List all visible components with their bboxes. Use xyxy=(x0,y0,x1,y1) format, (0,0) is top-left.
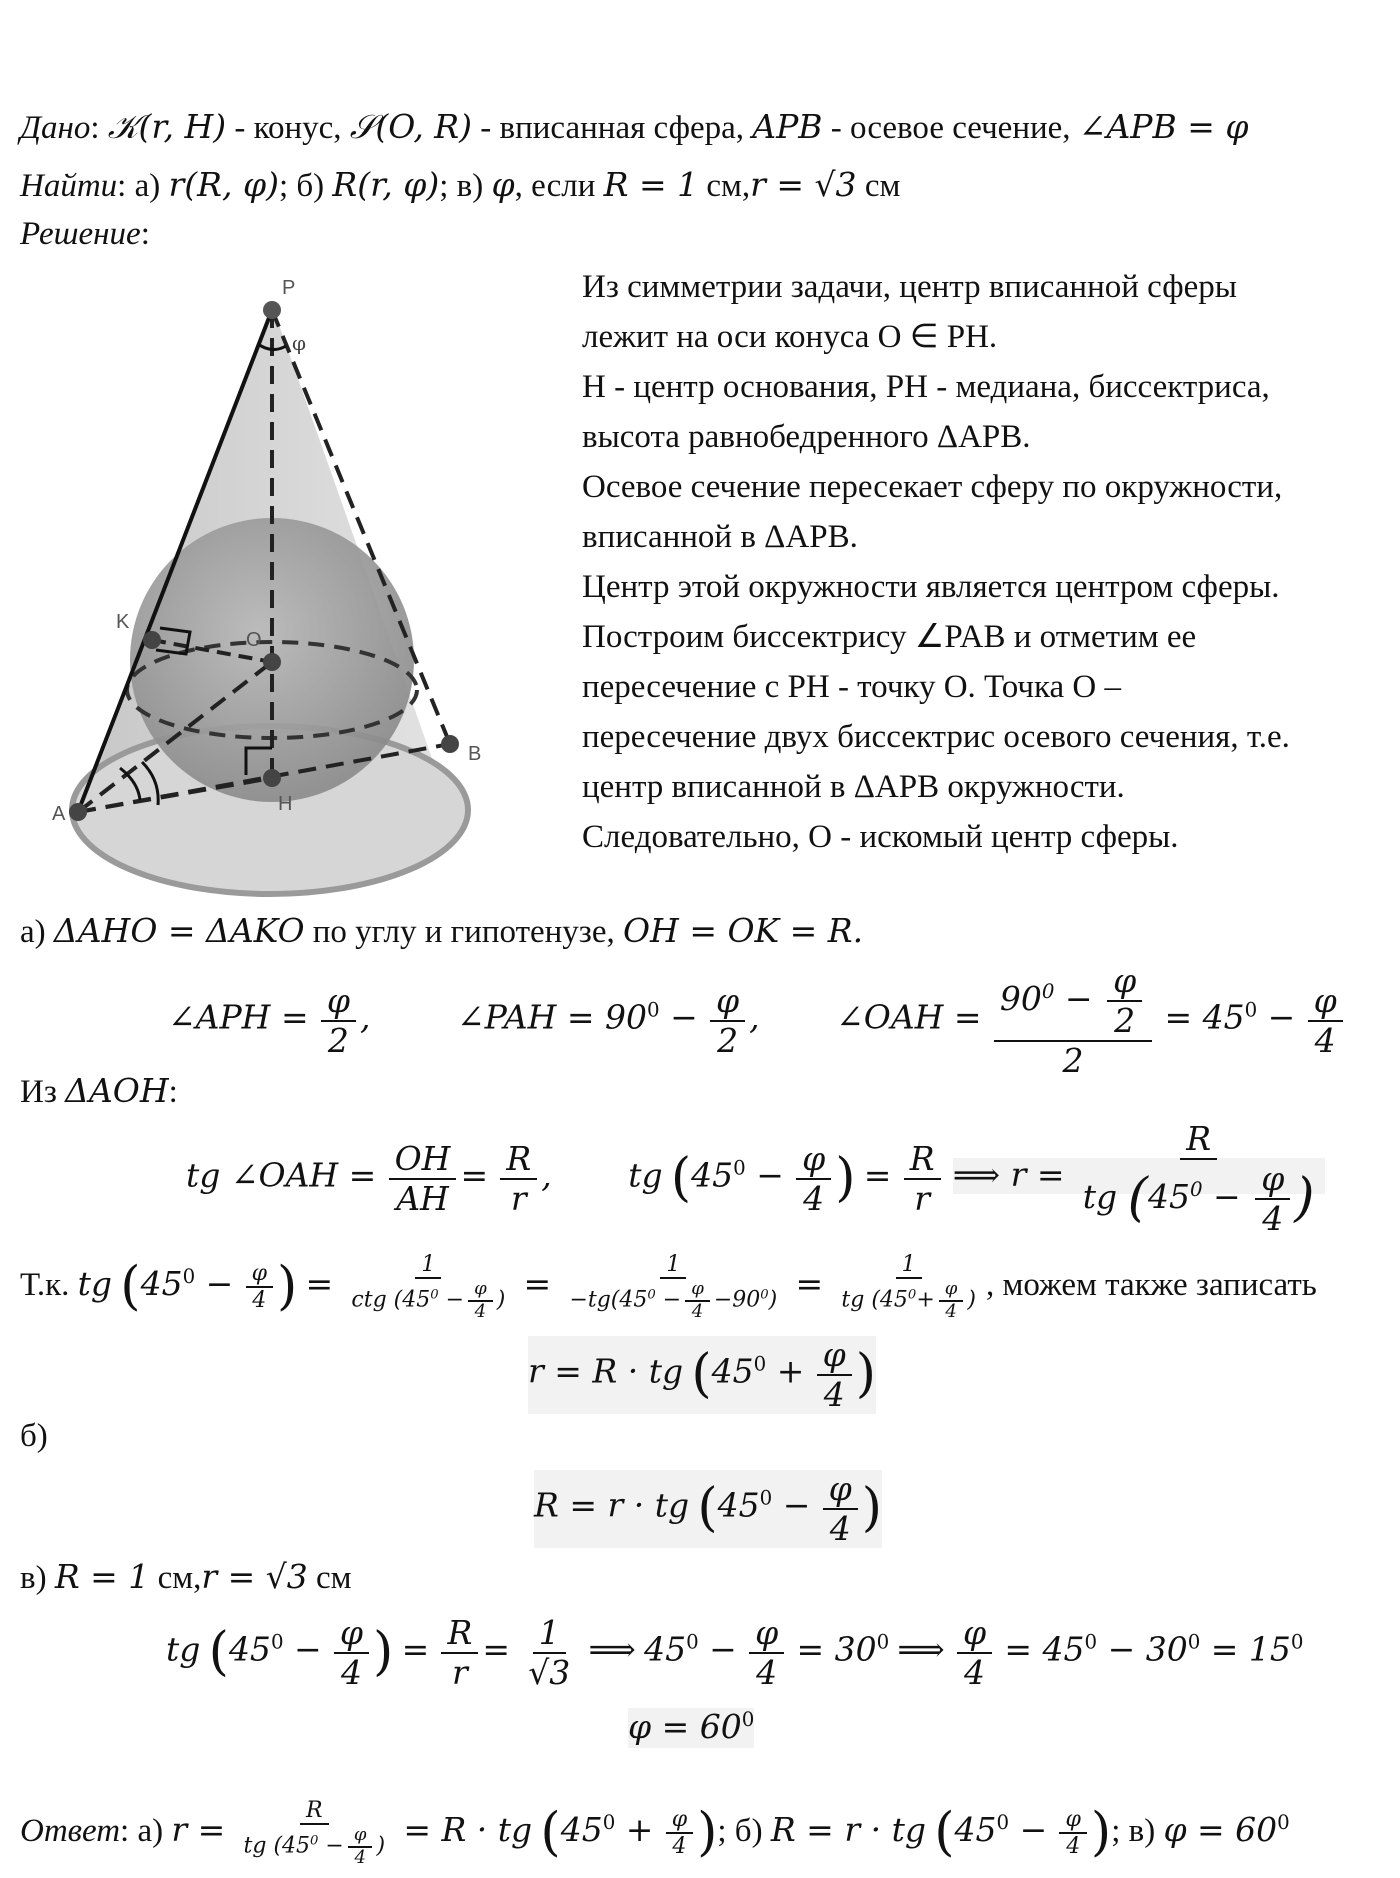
sphere-notation: 𝒮(O, R) xyxy=(349,107,473,146)
explanation-line: лежит на оси конуса O ∈ PH. xyxy=(582,319,998,355)
explanation-line: центр вписанной в ΔAPB окружности. xyxy=(582,769,1125,805)
solution-label: Решение xyxy=(20,216,141,252)
point-h xyxy=(263,769,281,787)
part-c-line: в) R = 1 см,r = √3 см xyxy=(20,1557,352,1596)
calc-line: tg ($45^0$ − $\frac{\varphi}{4}$ ) = $\frac{R}{r}$ = $\frac{1}{√3}$ ⟹ $45^0$ − $\frac{\varphi}{4}$ = $30^0$ ⟹ $\frac{\varphi}{4}$ = $45^0 - 30^0 = 15^0$ xyxy=(166,1613,1304,1692)
cone-notation: 𝒦(r, H) xyxy=(107,107,227,146)
angle-aph: ∠APH = xyxy=(168,997,309,1037)
label-a: A xyxy=(52,803,66,825)
explanation-paragraph xyxy=(582,262,1382,862)
find-a: а) xyxy=(134,168,161,204)
find-cm2: см xyxy=(856,168,901,204)
explanation-line: H - центр основания, PH - медиана, биссектриса, xyxy=(582,369,1270,405)
find-c-expr: φ xyxy=(491,165,515,204)
explanation-line: Осевое сечение пересекает сферу по окружности, xyxy=(582,469,1283,505)
result-b: R = r · tg ($45^0$ − $\frac{\varphi}{4}$ ) xyxy=(534,1469,883,1548)
part-a-text: по углу и гипотенузе, xyxy=(304,914,623,950)
phi-result: $\varphi = 60^0$ xyxy=(628,1707,755,1746)
label-h: H xyxy=(278,793,293,815)
point-o xyxy=(263,653,281,671)
find-if: , если xyxy=(514,168,604,204)
label-phi: φ xyxy=(292,331,307,355)
find-b-expr: R(r, φ) xyxy=(332,165,440,204)
angle-notation: ∠APB = φ xyxy=(1078,107,1249,146)
part-a-line xyxy=(20,912,863,952)
explanation-line: вписанной в ΔAPB. xyxy=(582,519,858,555)
explanation-line: Следовательно, O - искомый центр сферы. xyxy=(582,819,1179,855)
answer-line: Ответ: а) r = R tg ($45^0$ − $\frac{\varphi}{4}$ ) = R · tg ($45^0$ + $\frac{\varphi}{4}$ ); б) R = r · tg ($45^0$ − $\frac{\varphi}{4}$ ); в) $\varphi = 60^0$ xyxy=(20,1798,1290,1868)
part-b-label: б) xyxy=(20,1418,48,1454)
find-b: ; б) xyxy=(278,168,333,204)
find-line: Найти: а) r(R, φ); б) R(r, φ); в) φ, если R = 1 см,r = √3 см xyxy=(20,165,901,204)
explanation-line: Из симметрии задачи, центр вписанной сферы xyxy=(582,269,1237,305)
find-cm1: см, xyxy=(698,168,751,204)
given-label: Дано xyxy=(20,110,91,146)
find-cond2: r = √3 xyxy=(750,165,857,204)
part-a-label: а) xyxy=(20,914,54,950)
sphere-word: - вписанная сфера, xyxy=(472,110,753,146)
explanation-line: Центр этой окружности является центром сферы. xyxy=(582,569,1280,605)
point-a xyxy=(69,803,87,821)
section-notation: APB xyxy=(752,107,823,146)
tg-line: tg ∠OAH = $\frac{OH}{AH}$ = $\frac{R}{r}$ , tg ($45^0$ − $\frac{\varphi}{4}$ ) = $\frac{R}{r}$ ⟹ r = R tg ($45^0$ − $\frac{\varphi}{4}$ ) xyxy=(186,1120,1325,1238)
since-line: Т.к. tg ($45^0$ − $\frac{\varphi}{4}$ ) = 1 ctg ($45^0$ − $\frac{\varphi}{4}$ ) = 1 $-tg(45^0$ − $\frac{\varphi}{4}$ $-90^0$) = 1 tg ($45^0+$ $\frac{\varphi}{4}$ ) , можем также записать xyxy=(20,1252,1317,1322)
explanation-line: пересечение с PH - точку O. Точка O – xyxy=(582,669,1121,705)
label-b: B xyxy=(468,743,482,765)
point-p xyxy=(263,301,281,319)
section-word: - осевое сечение, xyxy=(822,110,1079,146)
angles-line: ∠APH = $\frac{\varphi}{2}$ , ∠PAH = $90^0$ − $\frac{\varphi}{2}$ , ∠OAH = $90^0$ − $\frac{\varphi}{2}$ 2 = $45^0$ − $\frac{\varphi}{4}$ xyxy=(168,962,1347,1080)
label-o: O xyxy=(246,629,262,651)
angle-oah: ∠OAH = xyxy=(836,997,982,1037)
result-a: r = R · tg ($45^0$ + $\frac{\varphi}{4}$ ) xyxy=(528,1335,877,1414)
find-a-expr: r(R, φ) xyxy=(168,165,279,204)
explanation-line: Построим биссектрису ∠PAB и отметим ее xyxy=(582,619,1197,655)
angle-pah: ∠PAH = 90 xyxy=(456,997,648,1037)
label-k: K xyxy=(116,611,130,633)
point-b xyxy=(441,735,459,753)
part-a-eq: ΔAHO = ΔAKO xyxy=(53,911,305,950)
point-k xyxy=(143,631,161,649)
from-line: Из ΔAOH: xyxy=(20,1071,178,1110)
part-a-eq2: OH = OK = R. xyxy=(623,911,864,950)
cone-word: - конус, xyxy=(226,110,350,146)
find-c: ; в) xyxy=(439,168,492,204)
label-p: P xyxy=(282,277,296,299)
find-cond: R = 1 xyxy=(603,165,699,204)
given-line: Дано: 𝒦(r, H) - конус, 𝒮(O, R) - вписанная сфера, APB - осевое сечение, ∠APB = φ xyxy=(20,107,1249,146)
explanation-line: пересечение двух биссектрис осевого сечения, т.е. xyxy=(582,719,1290,755)
explanation-line: высота равнобедренного ΔAPB. xyxy=(582,419,1031,455)
find-label: Найти xyxy=(20,168,118,204)
solution-line: Решение: xyxy=(20,216,150,252)
cone-figure xyxy=(52,270,520,890)
